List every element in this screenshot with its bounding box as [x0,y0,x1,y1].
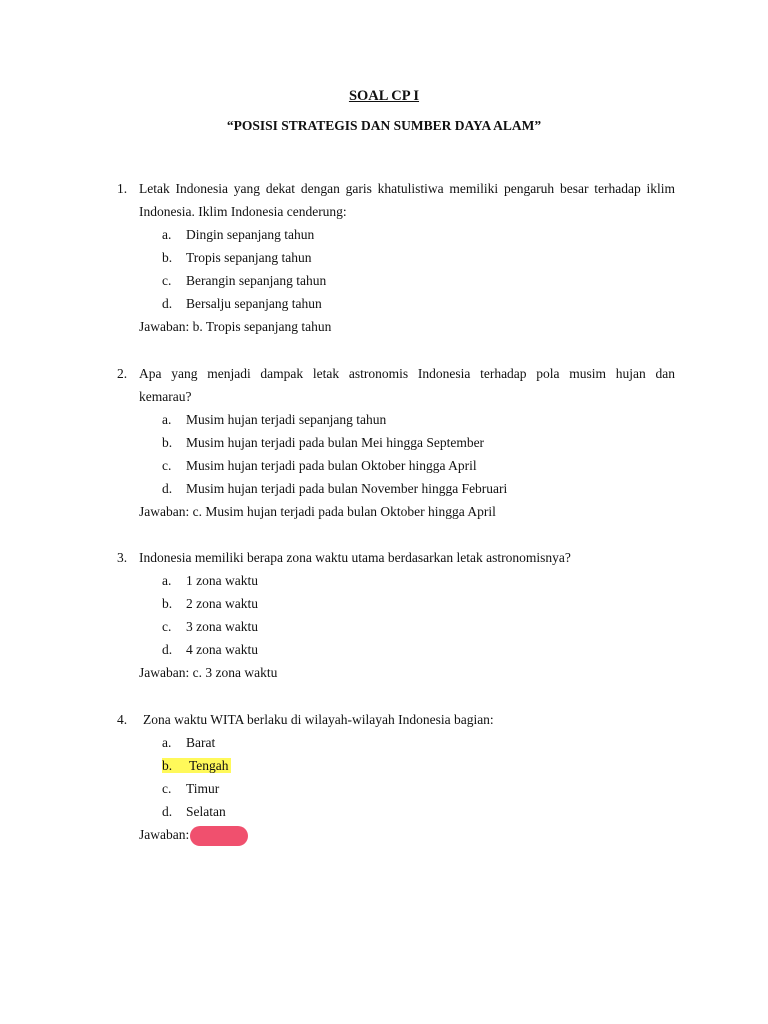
question-text: Letak Indonesia yang dekat dengan garis khatulistiwa memiliki pengaruh besar terhadap iklim [139,181,675,196]
option-text: 4 zona waktu [186,642,258,657]
question-number: 4. [117,712,128,727]
highlighted-option [162,758,231,774]
option-text: Musim hujan terjadi sepanjang tahun [186,412,387,427]
option-letter: d. [162,481,173,496]
option-text: 1 zona waktu [186,573,258,588]
option-letter: d. [162,804,173,819]
option-text: 2 zona waktu [186,596,258,611]
option-letter: c. [162,458,172,473]
question-number: 3. [117,550,128,565]
question-number: 1. [117,181,128,196]
answer-line: Jawaban: [139,827,190,842]
question-text-continued: kemarau? [139,389,192,404]
question-number: 2. [117,366,128,381]
option-letter: a. [162,573,172,588]
option-letter: d. [162,296,173,311]
option-letter: b. [162,435,173,450]
option-letter: a. [162,412,172,427]
option-text: Timur [186,781,220,796]
option-letter: b. [162,596,173,611]
option-letter: b. [162,250,173,265]
option-text: Musim hujan terjadi pada bulan November hingga Februari [186,481,508,496]
page-subtitle: “POSISI STRATEGIS DAN SUMBER DAYA ALAM” [226,118,542,133]
option-letter: c. [162,273,172,288]
answer-line: Jawaban: c. Musim hujan terjadi pada bulan Oktober hingga April [139,504,496,519]
option-letter: a. [162,227,172,242]
option-text: Barat [186,735,216,750]
question-text: Apa yang menjadi dampak letak astronomis Indonesia terhadap pola musim hujan dan [139,366,675,381]
option-text: Bersalju sepanjang tahun [186,296,322,311]
option-letter: b. [162,758,173,773]
option-letter: d. [162,642,173,657]
option-text: Musim hujan terjadi pada bulan Oktober hingga April [186,458,477,473]
page-title: SOAL CP I [348,88,420,104]
question-text-continued: Indonesia. Iklim Indonesia cenderung: [139,204,347,219]
redaction-mark [190,826,248,846]
option-text: Berangin sepanjang tahun [186,273,327,288]
option-letter: c. [162,619,172,634]
option-text: Musim hujan terjadi pada bulan Mei hingga September [186,435,485,450]
option-text: Tropis sepanjang tahun [186,250,312,265]
highlight-mark [162,758,231,773]
answer-line: Jawaban: b. Tropis sepanjang tahun [139,319,332,334]
option-text: Dingin sepanjang tahun [186,227,315,242]
question-text: Indonesia memiliki berapa zona waktu utama berdasarkan letak astronomisnya? [139,550,571,565]
option-text: Tengah [189,758,229,773]
option-letter: a. [162,735,172,750]
option-text: 3 zona waktu [186,619,258,634]
option-text: Selatan [186,804,226,819]
option-letter: c. [162,781,172,796]
question-text: Zona waktu WITA berlaku di wilayah-wilayah Indonesia bagian: [143,712,494,727]
answer-line: Jawaban: c. 3 zona waktu [139,665,278,680]
